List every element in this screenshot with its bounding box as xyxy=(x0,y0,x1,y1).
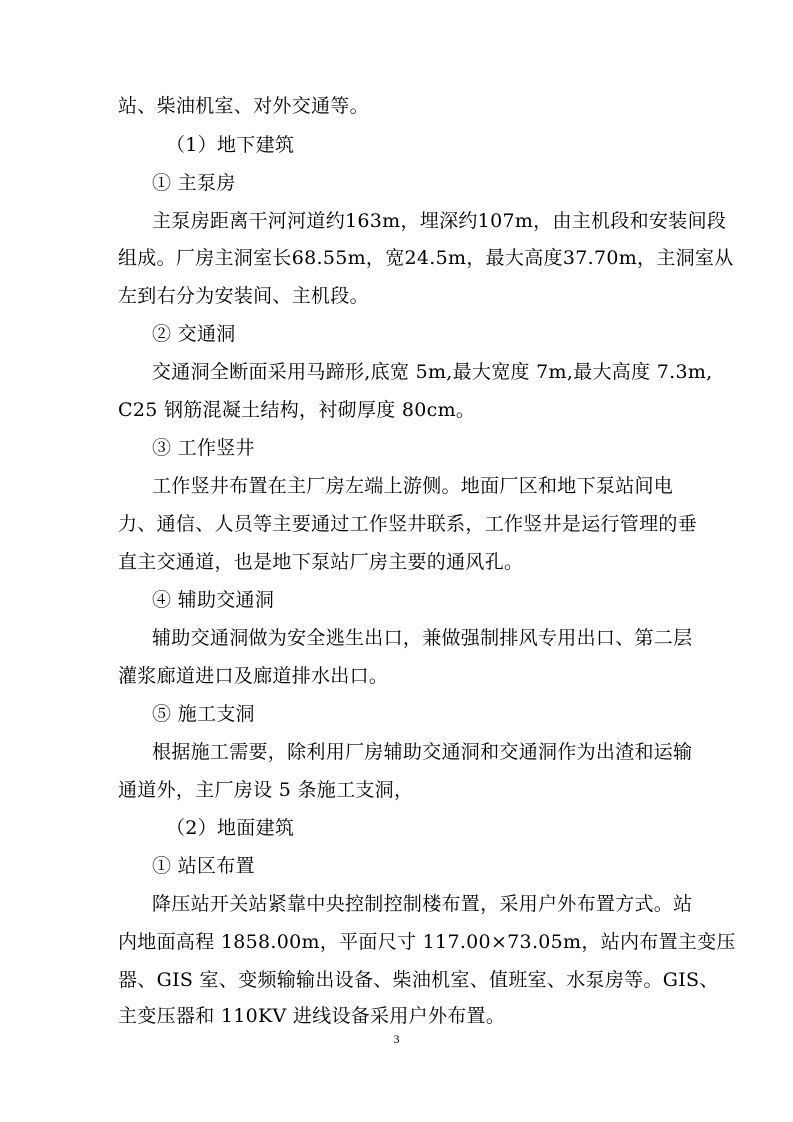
subsection-heading: ② 交通洞 xyxy=(152,323,236,345)
text-line: 站、柴油机室、对外交通等。 xyxy=(118,95,369,117)
text-line: 降压站开关站紧靠中央控制控制楼布置，采用户外布置方式。站 xyxy=(152,893,693,915)
text-line: 根据施工需要，除利用厂房辅助交通洞和交通洞作为出渣和运输 xyxy=(152,741,693,763)
section-heading: （1）地下建筑 xyxy=(166,134,295,156)
text-line: 组成。厂房主洞室长68.55m，宽24.5m，最大高度37.70m，主洞室从 xyxy=(118,247,734,269)
page-number: 3 xyxy=(393,1032,400,1046)
subsection-heading: ⑤ 施工支洞 xyxy=(152,703,255,725)
text-line: 内地面高程 1858.00m，平面尺寸 117.00×73.05m，站内布置主变压 xyxy=(118,931,736,953)
text-line: 直主交通道，也是地下泵站厂房主要的通风孔。 xyxy=(118,551,524,573)
text-line: 左到右分为安装间、主机段。 xyxy=(118,285,369,307)
text-line: C25 钢筋混凝土结构，衬砌厚度 80cm。 xyxy=(118,399,476,421)
text-line: 力、通信、人员等主要通过工作竖井联系，工作竖井是运行管理的垂 xyxy=(118,513,698,535)
text-line: 主变压器和 110KV 进线设备采用户外布置。 xyxy=(118,1005,506,1027)
text-line: 灌浆廊道进口及廊道排水出口。 xyxy=(118,665,389,687)
text-line: 工作竖井布置在主厂房左端上游侧。地面厂区和地下泵站间电 xyxy=(152,475,674,497)
subsection-heading: ③ 工作竖井 xyxy=(152,437,255,459)
section-heading: （2）地面建筑 xyxy=(166,817,295,839)
text-line: 器、GIS 室、变频输输出设备、柴油机室、值班室、水泵房等。GIS、 xyxy=(118,969,719,991)
subsection-heading: ① 主泵房 xyxy=(152,172,236,194)
subsection-heading: ① 站区布置 xyxy=(152,855,255,877)
text-line: 交通洞全断面采用马蹄形,底宽 5m,最大宽度 7m,最大高度 7.3m, xyxy=(152,361,713,383)
text-line: 主泵房距离干河河道约163m，埋深约107m，由主机段和安装间段 xyxy=(152,210,727,232)
text-line: 通道外，主厂房设 5 条施工支洞， xyxy=(118,779,414,801)
text-line: 辅助交通洞做为安全逃生出口，兼做强制排风专用出口、第二层 xyxy=(152,627,693,649)
subsection-heading: ④ 辅助交通洞 xyxy=(152,589,275,611)
